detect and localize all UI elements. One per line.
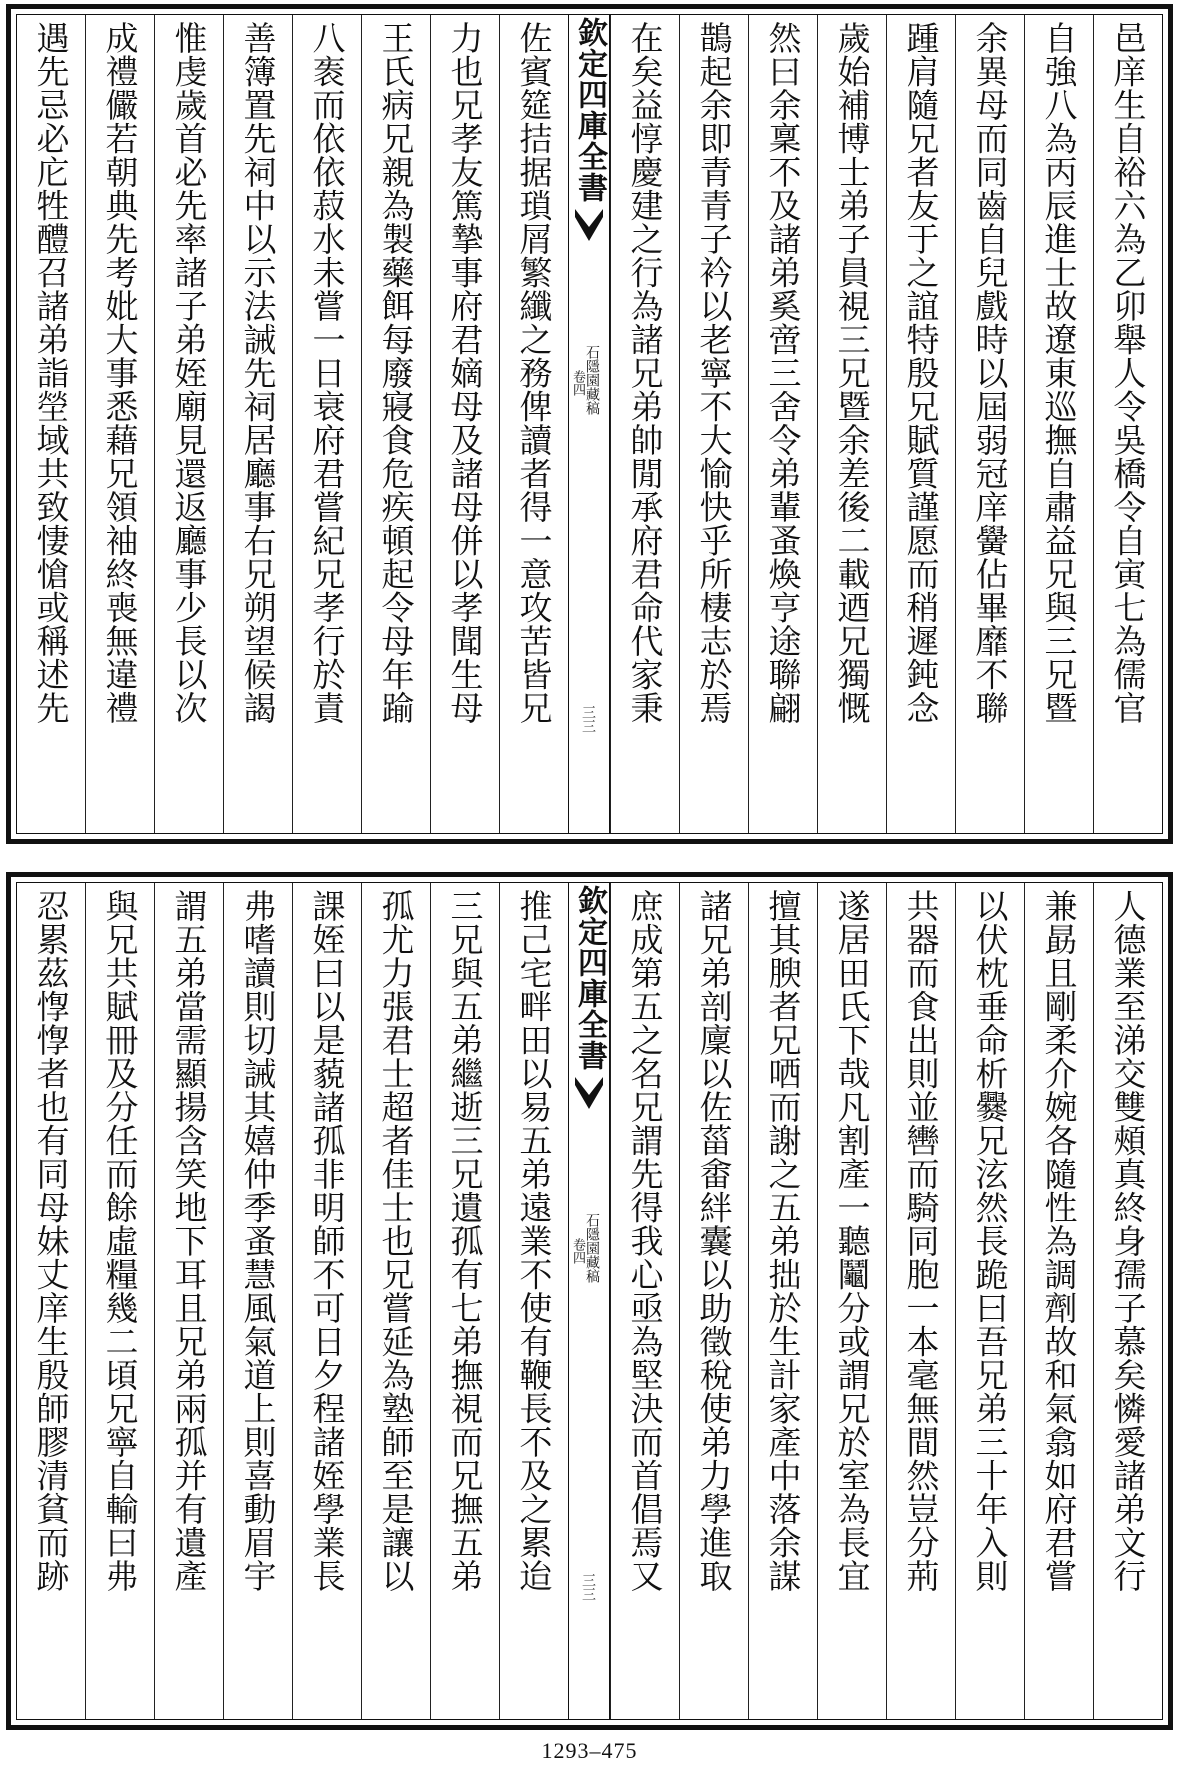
column-text: 庶成第五之名兄謂先得我心亟為堅決而首倡焉又 xyxy=(625,889,665,1593)
text-column xyxy=(610,15,679,833)
column-text: 佐賓筵拮据瑣屑繁纖之務俾讀者得一意攻苦皆兄 xyxy=(514,21,554,725)
text-column xyxy=(886,15,955,833)
text-column xyxy=(154,15,223,833)
collection-title: 欽定四庫全書 xyxy=(572,17,607,203)
column-text: 踵肩隨兄者友于之誼特殷兄賦質謹愿而稍遲鈍念 xyxy=(901,21,941,725)
column-text: 共器而食出則並轡而騎同胞一本毫無間然豈分荊 xyxy=(901,889,941,1593)
column-text: 遂居田氏下哉凡割產一聽鬮分或謂兄於室為長宜 xyxy=(832,889,872,1593)
column-text: 弗嗜讀則切誡其嬉仲季蚤慧風氣道上則喜動眉宇 xyxy=(238,889,278,1593)
column-text: 然曰余稟不及諸弟奚啻三舍令弟輩蚤煥亨途聯翩 xyxy=(763,21,803,725)
volume-label: 卷四 xyxy=(570,1238,585,1264)
column-text: 與兄共賦冊及分任而餘虛糧幾二頃兄寧自輸曰弗 xyxy=(100,889,140,1593)
text-column xyxy=(154,883,223,1719)
column-text: 歲始補博士弟子員視三兄暨余差後二載迺兄獨慨 xyxy=(832,21,872,725)
text-column xyxy=(17,15,85,833)
text-column xyxy=(1024,15,1093,833)
column-text: 余異母而同齒自兒戲時以屆弱冠庠黌佔畢靡不聯 xyxy=(970,21,1010,725)
top-page xyxy=(6,4,1173,844)
text-column xyxy=(955,883,1024,1719)
column-text: 推己宅畔田以易五弟遠業不使有鞭長不及之累迨 xyxy=(514,889,554,1593)
volume-label: 卷四 xyxy=(570,370,585,396)
book-name: 石隱園藏稿 xyxy=(584,1213,600,1283)
text-column xyxy=(1093,15,1162,833)
bottom-page xyxy=(6,872,1173,1730)
column-text: 三兄與五弟繼逝三兄遺孤有七弟撫視而兄撫五弟 xyxy=(445,889,485,1593)
column-text: 力也兄孝友篤摯事府君嫡母及諸母併以孝聞生母 xyxy=(445,21,485,725)
text-column xyxy=(817,15,886,833)
folio-number: 三三 xyxy=(580,1573,596,1601)
column-text: 人德業至涕交雙頰真終身孺子慕矣憐愛諸弟文行 xyxy=(1108,889,1148,1593)
column-text: 孤尤力張君士超者佳士也兄嘗延為塾師至是讓以 xyxy=(376,889,416,1593)
column-text: 謂五弟當需顯揚含笑地下耳且兄弟兩孤并有遺產 xyxy=(169,889,209,1593)
column-text: 遇先忌必庀牲醴召諸弟詣塋域共致悽愴或稱述先 xyxy=(31,21,71,725)
text-column xyxy=(679,883,748,1719)
text-column xyxy=(17,883,85,1719)
text-column xyxy=(85,15,154,833)
text-column xyxy=(817,883,886,1719)
column-text: 邑庠生自裕六為乙卯舉人令吳橋令自寅七為儒官 xyxy=(1108,21,1148,725)
book-name: 石隱園藏稿 xyxy=(584,345,600,415)
text-column xyxy=(223,883,292,1719)
top-page-text-frame xyxy=(16,14,1163,834)
fishtail-mark-icon xyxy=(573,1075,605,1113)
text-column xyxy=(1093,883,1162,1719)
column-text: 自強八為丙辰進士故遼東巡撫自肅益兄與三兄暨 xyxy=(1039,21,1079,725)
text-column xyxy=(430,15,499,833)
text-column xyxy=(499,15,568,833)
text-column xyxy=(748,883,817,1719)
text-column xyxy=(361,883,430,1719)
column-text: 在矣益惇慶建之行為諸兄弟帥閒承府君命代家秉 xyxy=(625,21,665,725)
bottom-page-text-frame xyxy=(16,882,1163,1720)
column-text: 鵲起余即青青子衿以老寧不大愉快乎所棲志於焉 xyxy=(694,21,734,725)
center-fold-heading xyxy=(568,883,610,1719)
column-text: 王氏病兄親為製藥餌每廢寢食危疾頓起令母年踰 xyxy=(376,21,416,725)
column-text: 成禮儼若朝典先考妣大事悉藉兄領袖終喪無違禮 xyxy=(100,21,140,725)
text-column xyxy=(610,883,679,1719)
center-fold-heading xyxy=(568,15,610,833)
column-text: 擅其腴者兄哂而謝之五弟拙於生計家產中落余謀 xyxy=(763,889,803,1593)
text-column xyxy=(223,15,292,833)
text-column xyxy=(499,883,568,1719)
column-text: 忍累茲惸惸者也有同母妹丈庠生殷師膠清貧而跡 xyxy=(31,889,71,1593)
text-column xyxy=(1024,883,1093,1719)
column-text: 兼勗且剛柔介婉各隨性為調劑故和氣翕如府君嘗 xyxy=(1039,889,1079,1593)
column-text: 惟虔歲首必先率諸子弟姪廟見還返廳事少長以次 xyxy=(169,21,209,725)
text-column xyxy=(85,883,154,1719)
page-number: 1293–475 xyxy=(541,1738,638,1763)
collection-title: 欽定四庫全書 xyxy=(572,885,607,1071)
text-column xyxy=(292,883,361,1719)
column-text: 以伏枕垂命析爨兄泫然長跪曰吾兄弟三十年入則 xyxy=(970,889,1010,1593)
text-column xyxy=(679,15,748,833)
fishtail-mark-icon xyxy=(573,207,605,245)
column-text: 課姪曰以是藐諸孤非明師不可日夕程諸姪學業長 xyxy=(307,889,347,1593)
text-column xyxy=(292,15,361,833)
column-text: 善簿置先祠中以示法誡先祠居廳事右兄朔望候謁 xyxy=(238,21,278,725)
column-text: 諸兄弟剖廩以佐菑畬絆囊以助徵稅使弟力學進取 xyxy=(694,889,734,1593)
column-text: 八袠而依依菽水未嘗一日衰府君嘗紀兄孝行於責 xyxy=(307,21,347,725)
text-column xyxy=(361,15,430,833)
folio-number: 三三 xyxy=(580,705,596,733)
text-column xyxy=(430,883,499,1719)
text-column xyxy=(748,15,817,833)
text-column xyxy=(955,15,1024,833)
text-column xyxy=(886,883,955,1719)
